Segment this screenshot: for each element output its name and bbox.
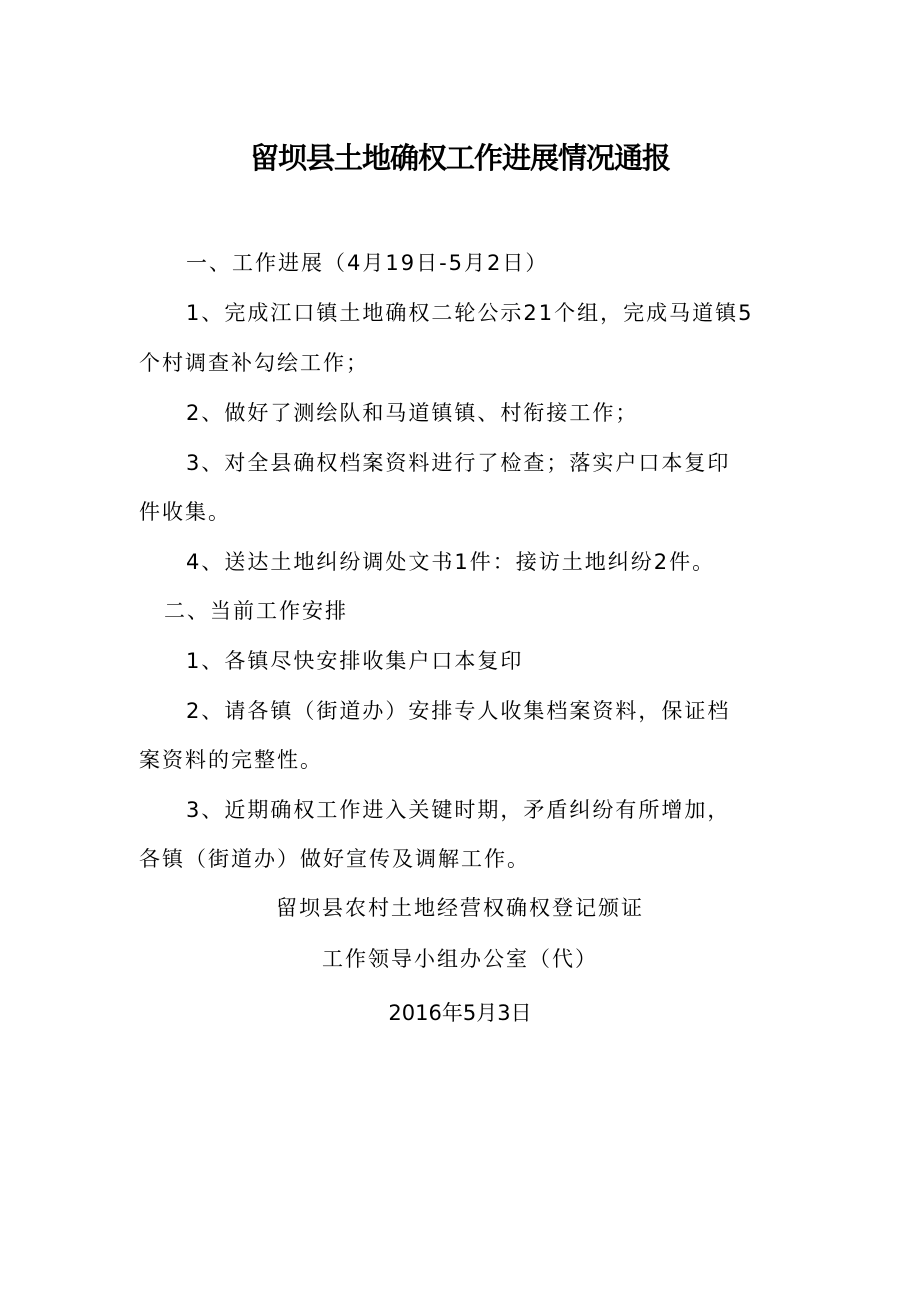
signature-org-line-2: 工作领导小组办公室（代） xyxy=(322,947,598,971)
signature-date: 2016年5月3日 xyxy=(388,1001,532,1025)
arrangement-item-2-line-2: 案资料的完整性。 xyxy=(139,748,323,772)
arrangement-item-1: 1、各镇尽快安排收集户口本复印 xyxy=(186,649,524,673)
progress-item-3-line-1: 3、对全县确权档案资料进行了检查；落实户口本复印 xyxy=(186,451,731,475)
progress-item-1-line-1: 1、完成江口镇土地确权二轮公示21个组，完成马道镇5 xyxy=(186,301,754,325)
section-heading-progress: 一、工作进展（4月19日-5月2日） xyxy=(186,251,549,275)
arrangement-item-2-line-1: 2、请各镇（街道办）安排专人收集档案资料，保证档 xyxy=(186,699,731,723)
progress-item-1-line-2: 个村调查补勾绘工作； xyxy=(139,351,369,375)
progress-item-2: 2、做好了测绘队和马道镇镇、村衔接工作； xyxy=(186,401,639,425)
section-heading-arrangement: 二、当前工作安排 xyxy=(164,599,348,623)
signature-org-line-1: 留坝县农村土地经营权确权登记颁证 xyxy=(276,896,644,920)
progress-item-4: 4、送达土地纠纷调处文书1件：接访土地纠纷2件。 xyxy=(186,550,716,574)
arrangement-item-3-line-2: 各镇（街道办）做好宣传及调解工作。 xyxy=(139,847,530,871)
arrangement-item-3-line-1: 3、近期确权工作进入关键时期，矛盾纠纷有所增加， xyxy=(186,798,731,822)
document-title: 留坝县土地确权工作进展情况通报 xyxy=(249,141,670,175)
progress-item-3-line-2: 件收集。 xyxy=(139,500,231,524)
